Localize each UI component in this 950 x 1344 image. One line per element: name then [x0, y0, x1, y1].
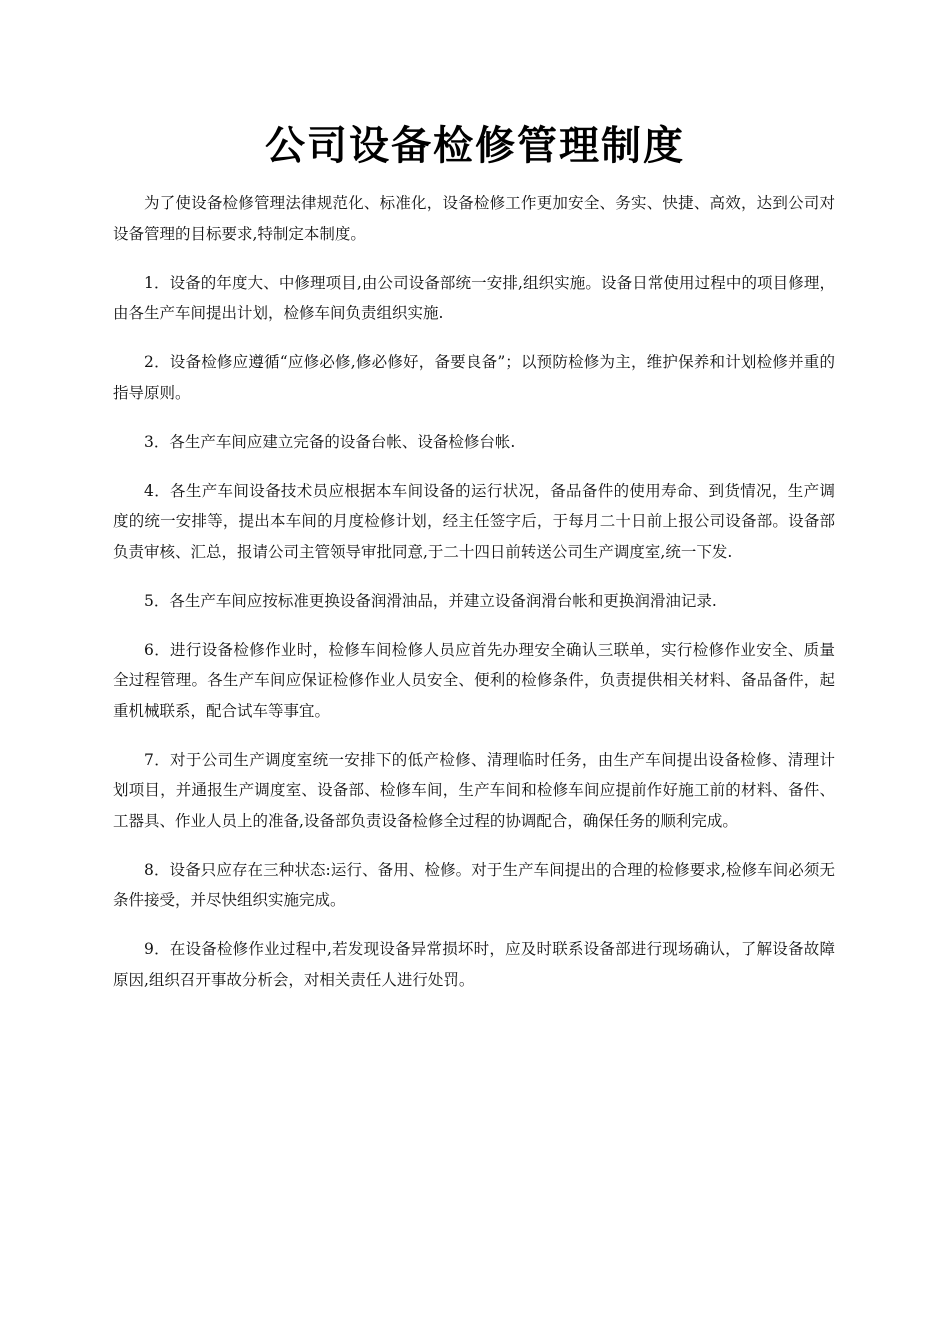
- document-title: 公司设备检修管理制度: [265, 123, 685, 169]
- clause-9: 9．在设备检修作业过程中,若发现设备异常损坏时，应及时联系设备部进行现场确认，了解设备故障原因,组织召开事故分析会，对相关责任人进行处罚。: [113, 940, 835, 989]
- clause-8: 8．设备只应存在三种状态:运行、备用、检修。对于生产车间提出的合理的检修要求,检修车间必须无条件接受，并尽快组织实施完成。: [113, 860, 835, 909]
- clause-3: 3．各生产车间应建立完备的设备台帐、设备检修台帐.: [144, 432, 516, 451]
- clause-7: 7．对于公司生产调度室统一安排下的低产检修、清理临时任务，由生产车间提出设备检修、清理计划项目，并通报生产调度室、设备部、检修车间，生产车间和检修车间应提前作好施工前的材料、备件、工器具、作业人员上的准备,设备部负责设备检修全过程的协调配合，确保任务的顺利完成。: [113, 750, 835, 830]
- clause-6: 6．进行设备检修作业时，检修车间检修人员应首先办理安全确认三联单，实行检修作业安全、质量全过程管理。各生产车间应保证检修作业人员安全、便利的检修条件，负责提供相关材料、备品备件，起重机械联系，配合试车等事宜。: [113, 640, 835, 720]
- clause-4: 4．各生产车间设备技术员应根据本车间设备的运行状况，备品备件的使用寿命、到货情况，生产调度的统一安排等，提出本车间的月度检修计划，经主任签字后，于每月二十日前上报公司设备部。设备部负责审核、汇总，报请公司主管领导审批同意,于二十四日前转送公司生产调度室,统一下发.: [113, 481, 835, 561]
- document-body: [113, 188, 835, 1014]
- clause-5: 5．各生产车间应按标准更换设备润滑油品，并建立设备润滑台帐和更换润滑油记录.: [144, 591, 717, 610]
- clause-2: 2．设备检修应遵循“应修必修,修必修好，备要良备”；以预防检修为主，维护保养和计划检修并重的指导原则。: [113, 353, 835, 402]
- clause-1: 1．设备的年度大、中修理项目,由公司设备部统一安排,组织实施。设备日常使用过程中的项目修理，由各生产车间提出计划，检修车间负责组织实施.: [113, 273, 835, 322]
- intro-paragraph: 为了使设备检修管理法律规范化、标准化，设备检修工作更加安全、务实、快捷、高效，达到公司对设备管理的目标要求,特制定本制度。: [113, 194, 835, 243]
